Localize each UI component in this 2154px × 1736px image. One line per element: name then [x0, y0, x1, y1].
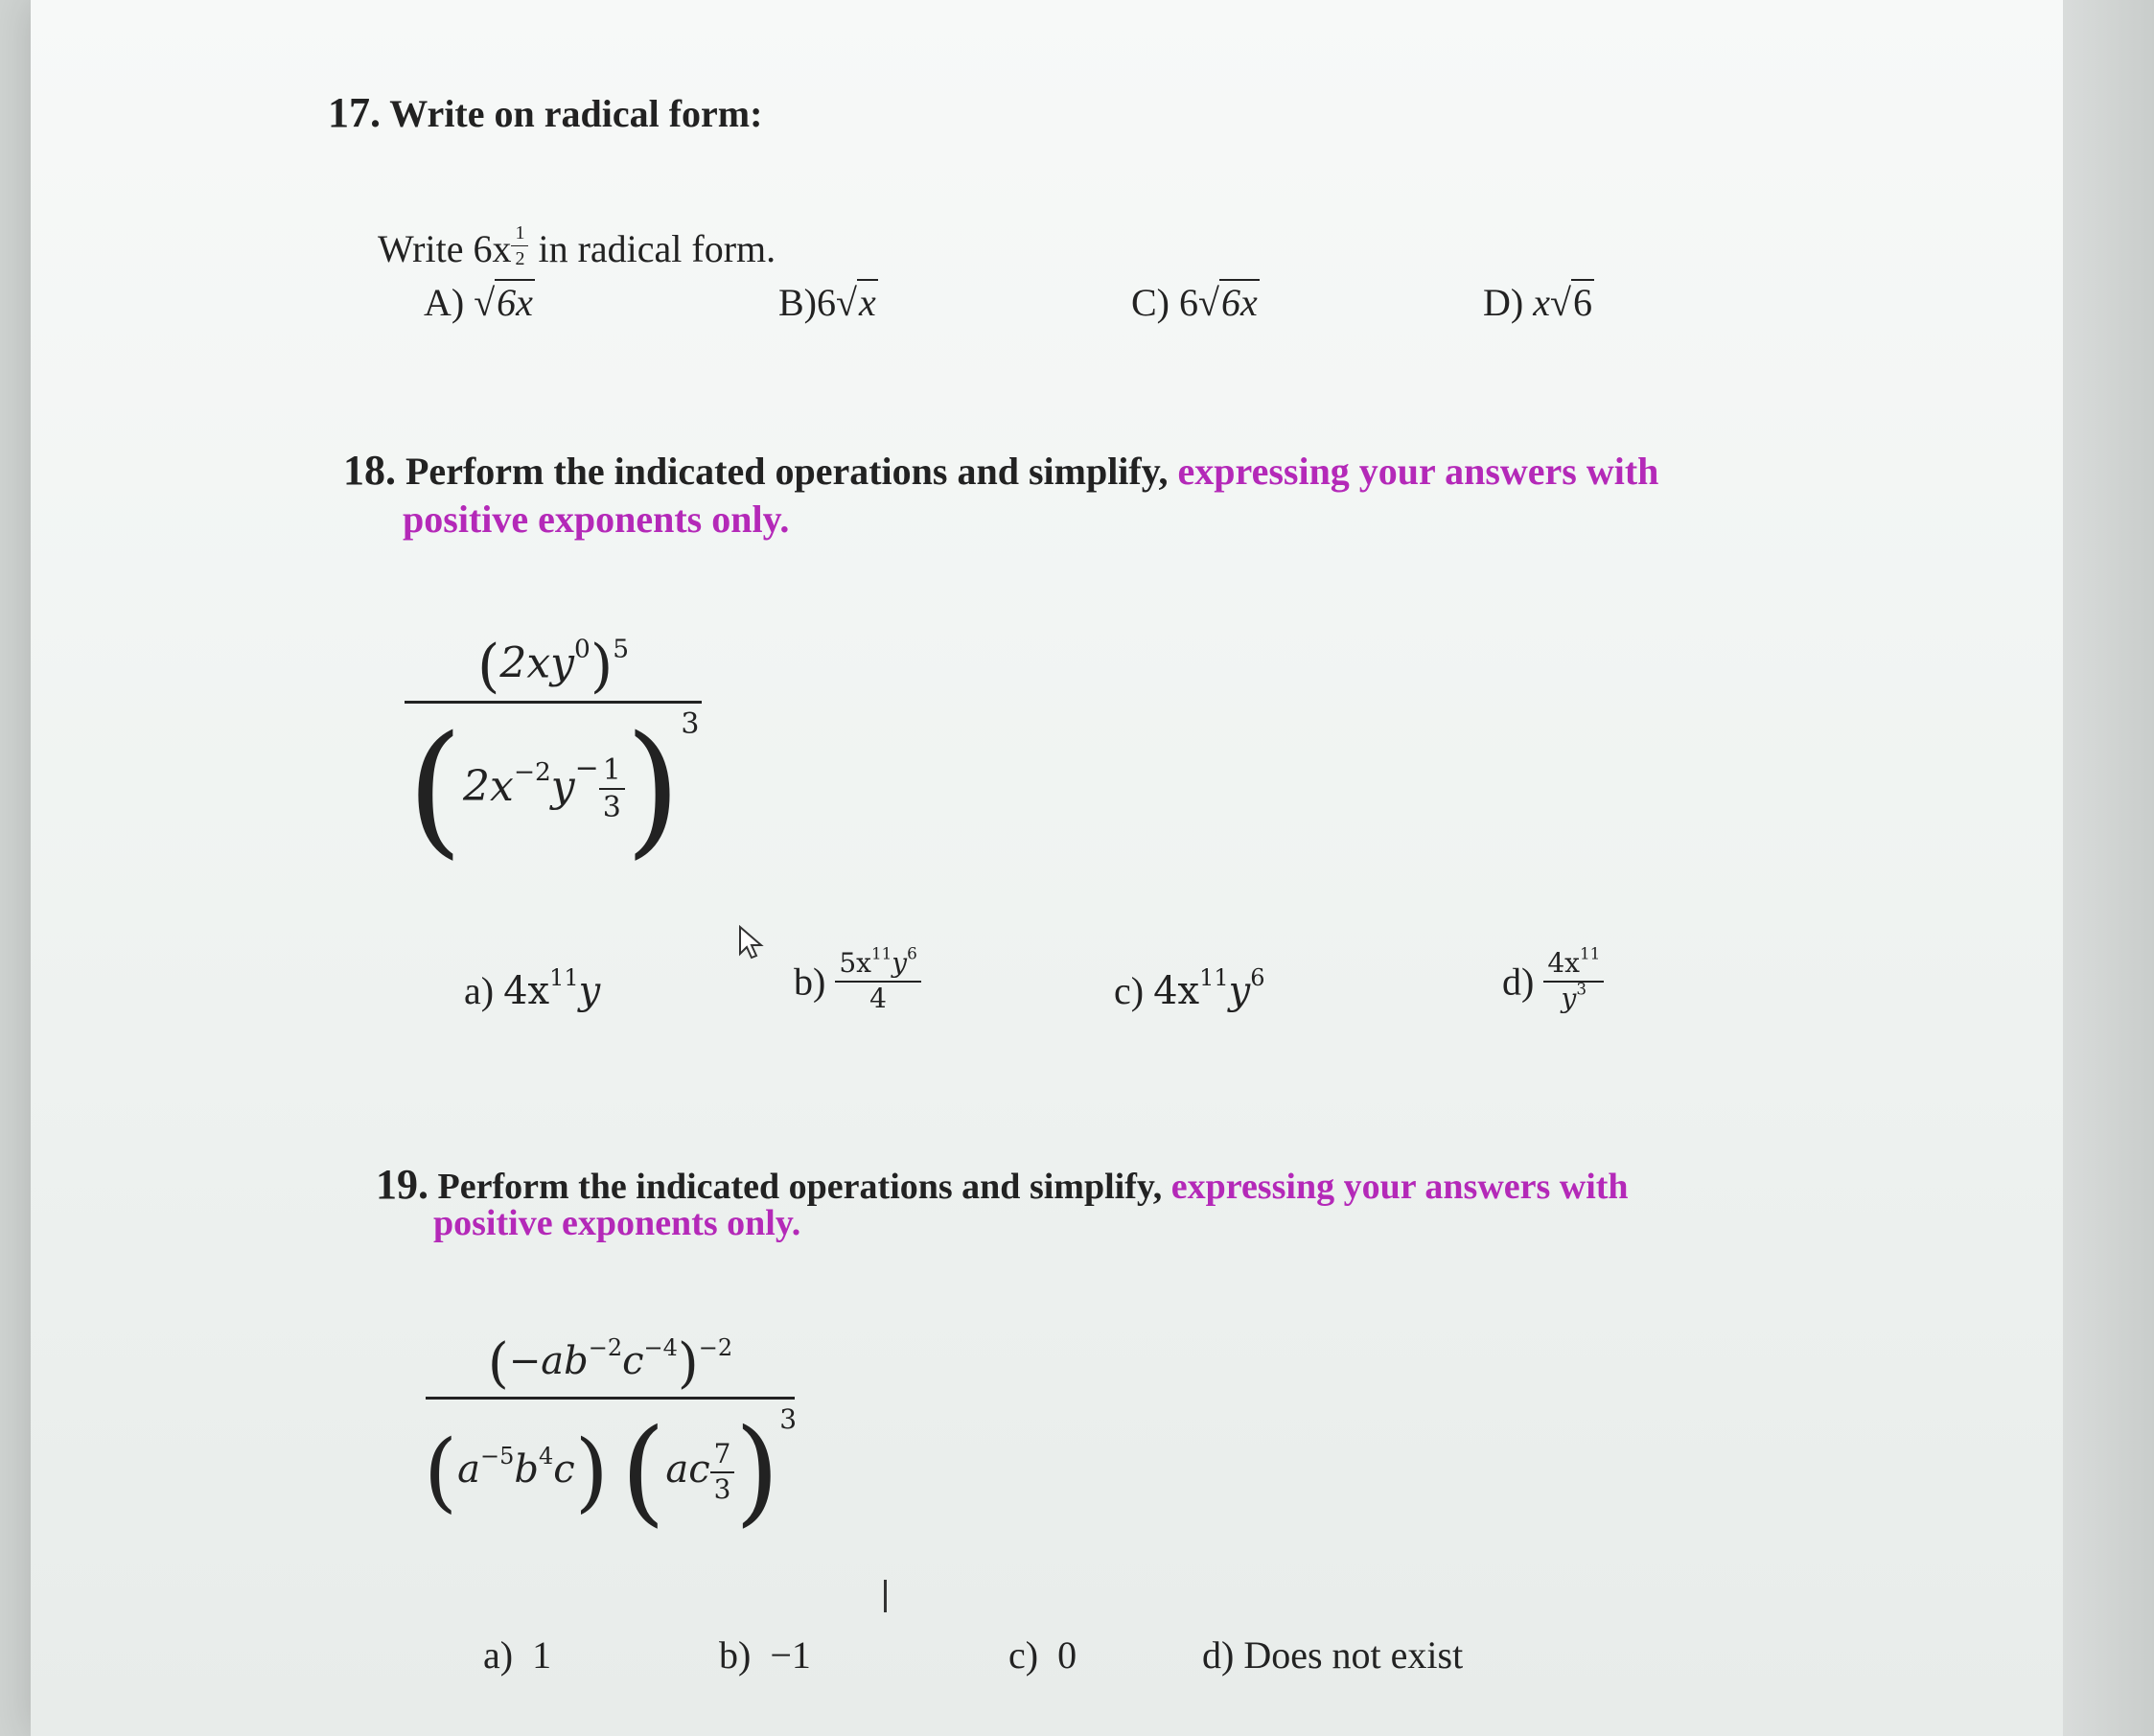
q19-den1-b: b — [514, 1447, 539, 1492]
q19-num-outer-exp: −2 — [698, 1333, 733, 1361]
q17-option-b[interactable]: B)6√x — [778, 281, 876, 324]
q19-den2-outer-exp: 3 — [779, 1403, 798, 1435]
q18-option-c[interactable] — [1114, 963, 1265, 1013]
option-value: −1 — [770, 1633, 811, 1677]
num-exp-2: 6 — [907, 943, 917, 963]
option-label: a) — [464, 969, 495, 1012]
option-label: c) — [1114, 969, 1145, 1012]
option-denominator — [1561, 979, 1587, 1014]
q17-exp-den: 2 — [515, 248, 525, 269]
mouse-pointer-icon — [738, 925, 765, 960]
q19-accent-1: expressing your answers with — [1170, 1167, 1629, 1207]
option-label: D) — [1483, 281, 1524, 324]
q18-numerator: $(2xy^0)^5$ — [476, 633, 630, 700]
q18-num-base: 2xy — [499, 638, 575, 688]
q19-numerator: $(-ab^{-2}c^{-4})^{-2}$ — [487, 1332, 733, 1395]
option-radicand: 6 — [1572, 281, 1592, 324]
q17-heading — [328, 88, 762, 137]
q19-text: Perform the indicated operations and simplify, — [437, 1167, 1163, 1207]
num-exp-1: 11 — [1579, 943, 1601, 963]
option-radicand: x — [858, 281, 876, 324]
q18-denominator: ($2x^{-2}y^-$ $\frac{1}{3}$ )$^3$ — [406, 706, 700, 873]
q19-den2-exp-num: 7 — [710, 1440, 735, 1473]
q18-num-outer-exp: 5 — [613, 634, 630, 664]
q18-den-exp-2 — [599, 754, 625, 823]
q18-number: 18. — [343, 447, 396, 494]
num-exp-1: 11 — [870, 943, 892, 963]
den-term: y — [1561, 982, 1577, 1014]
q18-den-base-2: y — [550, 762, 575, 811]
q17-title: Write on radical form: — [389, 92, 763, 135]
text-caret — [884, 1580, 887, 1612]
option-radicand: 6x — [497, 281, 533, 324]
worksheet-page — [31, 0, 2063, 1736]
num-term: 4x — [1547, 947, 1580, 979]
q17-prompt-post: in radical form. — [538, 227, 776, 270]
option-exp: 11 — [1199, 963, 1229, 991]
option-label: B) — [778, 281, 817, 324]
q18-option-a[interactable] — [464, 963, 601, 1013]
q18-option-b[interactable] — [794, 943, 921, 1014]
option-label: d) — [1202, 1633, 1235, 1677]
q19-den1-c: c — [553, 1447, 575, 1492]
q18-expression — [405, 633, 702, 873]
q18-text: Perform the indicated operations and simplify, — [405, 450, 1169, 493]
num-term: 5x — [839, 947, 871, 979]
option-term-2: y — [1228, 969, 1251, 1013]
q19-expression — [424, 1332, 798, 1539]
option-exp-2: 6 — [1250, 963, 1265, 991]
option-label: b) — [719, 1633, 752, 1677]
q17-option-d[interactable]: D) x√6 — [1483, 281, 1592, 324]
q19-den2-ac: ac — [665, 1447, 710, 1492]
q18-den-base-1: 2x — [463, 762, 514, 811]
q17-option-a[interactable]: A) √6x — [424, 281, 533, 324]
q18-den-exp-2-num: 1 — [599, 754, 625, 790]
option-value: Does not exist — [1243, 1633, 1464, 1677]
q17-number: 17. — [328, 89, 381, 136]
option-value: 1 — [532, 1633, 552, 1677]
option-label: c) — [1008, 1633, 1039, 1677]
q19-num-b-exp: −2 — [588, 1333, 623, 1361]
option-fraction — [1543, 943, 1604, 1014]
q18-heading — [343, 446, 1658, 495]
option-label: b) — [794, 960, 826, 1004]
q19-option-b[interactable] — [719, 1632, 811, 1678]
q19-den2-exp — [710, 1440, 735, 1505]
q17-prompt-exponent — [511, 222, 528, 269]
q19-den1-a: a — [457, 1447, 480, 1492]
q19-num-c-exp: −4 — [643, 1333, 678, 1361]
q17-exp-num: 1 — [511, 222, 528, 246]
q19-den1-a-exp: −5 — [479, 1442, 515, 1470]
q19-num-a: −ab — [508, 1339, 589, 1383]
option-numerator — [1543, 943, 1604, 983]
screen-bezel — [2063, 0, 2154, 1736]
q17-prompt-pre: Write 6x — [378, 227, 512, 270]
option-radicand: 6x — [1220, 281, 1258, 324]
option-coef: x — [1533, 281, 1550, 324]
q19-option-c[interactable] — [1008, 1632, 1077, 1678]
q19-den2-exp-den: 3 — [713, 1472, 731, 1505]
q17-prompt — [378, 222, 776, 271]
q18-num-inner-exp: 0 — [574, 634, 591, 664]
option-value: 0 — [1057, 1633, 1077, 1677]
option-term: 4x — [503, 969, 550, 1013]
q18-accent-2: positive exponents only. — [403, 498, 790, 541]
q19-den1-b-exp: 4 — [538, 1442, 554, 1470]
option-label: d) — [1502, 960, 1535, 1004]
option-term-2: y — [578, 969, 601, 1013]
option-coef: 6 — [1179, 281, 1198, 324]
q18-den-exp-1: −2 — [513, 756, 551, 787]
option-label: a) — [483, 1633, 514, 1677]
option-exp: 11 — [549, 963, 579, 991]
num-y: y — [892, 947, 908, 979]
q18-accent-1: expressing your answers with — [1177, 450, 1659, 493]
q17-option-c[interactable]: C) 6√6x — [1131, 281, 1258, 324]
q19-option-a[interactable] — [483, 1632, 551, 1678]
option-label: C) — [1131, 281, 1170, 324]
option-denominator: 4 — [869, 982, 887, 1014]
q19-num-c: c — [622, 1339, 644, 1383]
option-label: A) — [424, 281, 465, 324]
q19-option-d[interactable] — [1202, 1632, 1463, 1678]
den-exp: 3 — [1576, 979, 1587, 999]
q19-number: 19. — [376, 1161, 428, 1208]
q18-den-exp-2-sign: − — [574, 752, 599, 785]
option-coef: 6 — [817, 281, 836, 324]
q18-den-exp-2-den: 3 — [602, 791, 621, 824]
option-term: 4x — [1153, 969, 1200, 1013]
q18-den-outer-exp: 3 — [681, 707, 700, 741]
option-fraction — [835, 943, 920, 1014]
q19-denominator: $(a^{-5}b^4c)$ (ac $\frac{7}{3}$ )$^3$ — [424, 1403, 798, 1539]
option-numerator — [835, 943, 920, 983]
q18-option-d[interactable] — [1502, 943, 1604, 1014]
q19-accent-2: positive exponents only. — [433, 1203, 801, 1243]
